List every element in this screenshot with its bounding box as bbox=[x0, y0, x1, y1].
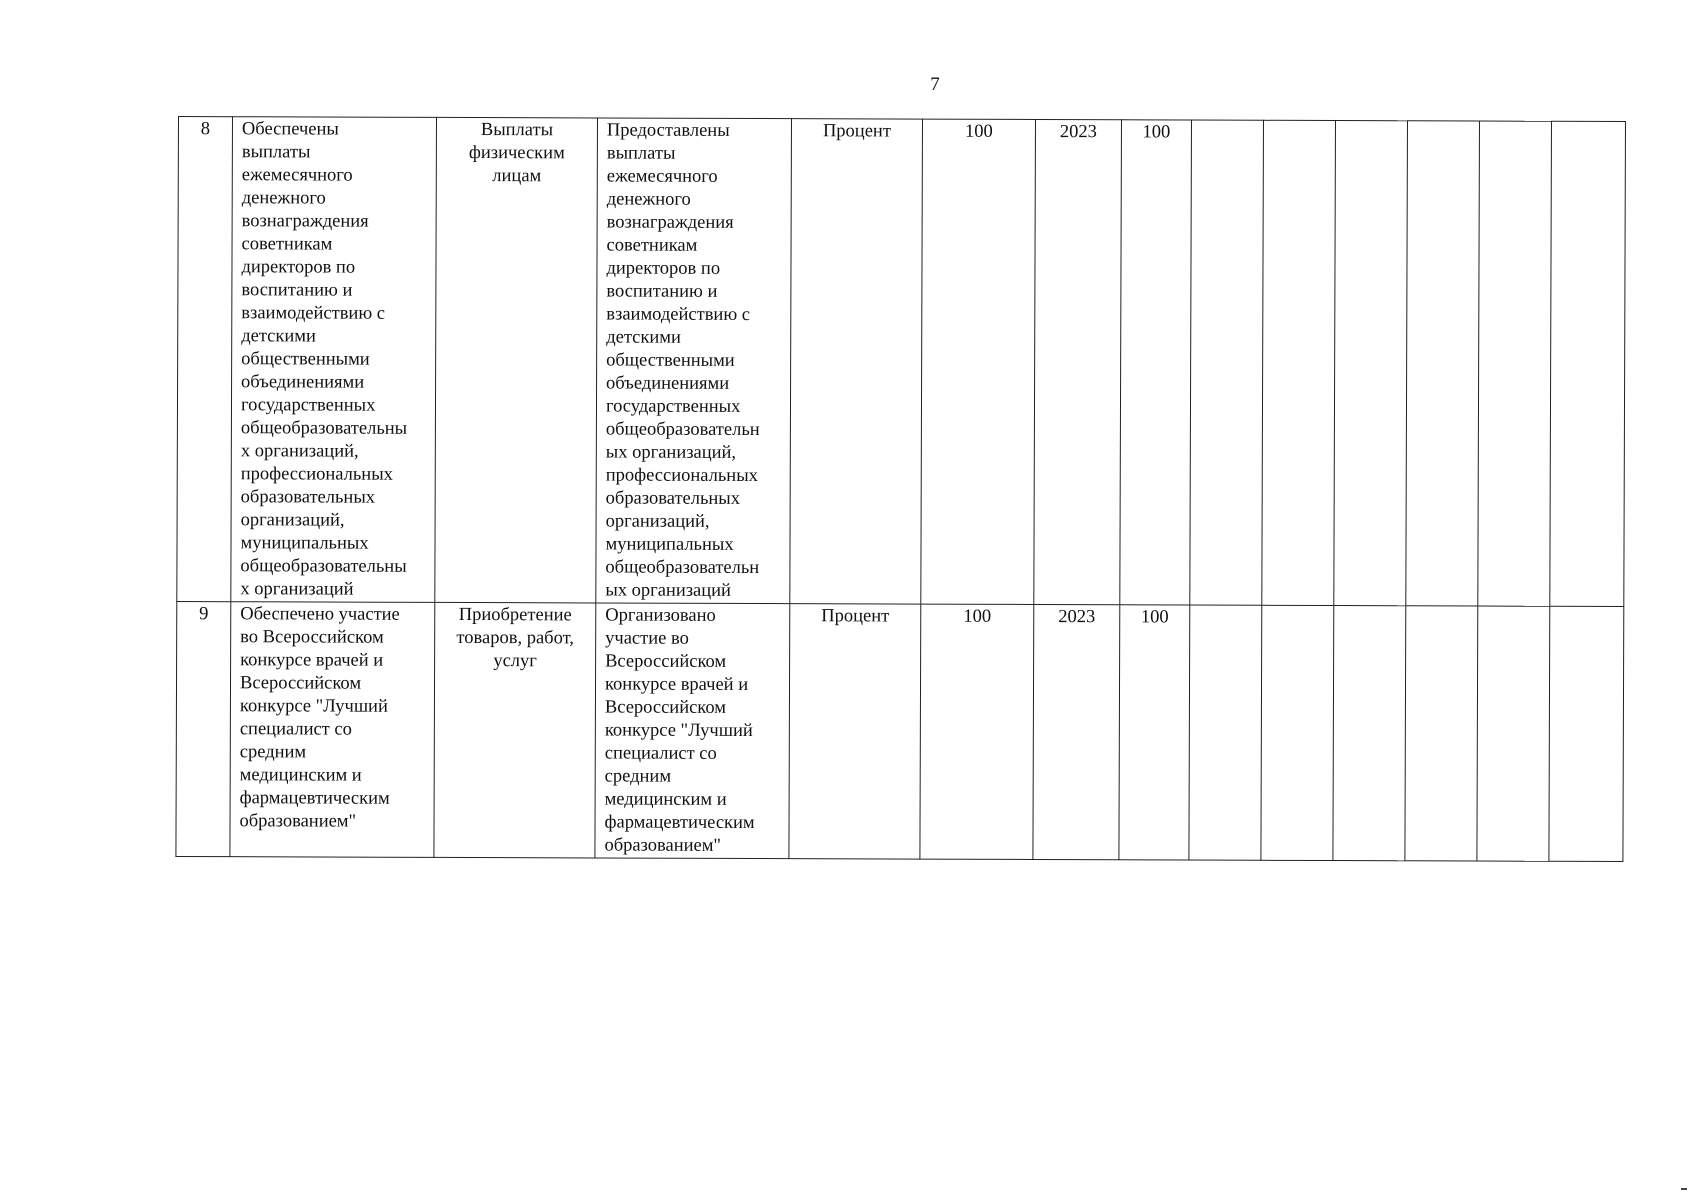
empty-cell bbox=[1549, 606, 1624, 861]
base-value-cell: 100 bbox=[920, 604, 1034, 859]
empty-cell bbox=[1334, 121, 1408, 606]
empty-cell bbox=[1190, 120, 1264, 605]
empty-cell bbox=[1477, 606, 1550, 861]
target-value-cell: 100 bbox=[1120, 120, 1192, 605]
empty-cell bbox=[1261, 605, 1334, 860]
result-description-cell: Организовано участие во Всероссийском конкурсе врачей и Всероссийском конкурсе "Лучший специалист со средним медицинским и фармацевтическим образованием" bbox=[595, 603, 790, 859]
row-number-cell: 9 bbox=[176, 601, 231, 856]
base-year-cell: 2023 bbox=[1033, 604, 1120, 859]
target-value-cell: 100 bbox=[1119, 605, 1190, 860]
result-description-cell: Предоставлены выплаты ежемесячного денежного вознаграждения советникам директоров по воспитанию и взаимодействию с детскими общественными объединениями государственных общеобразовательн ых организаций, профессиональных образовательных организаций, муниципальных общеобразовательн ых организаций bbox=[596, 118, 792, 604]
scan-mark bbox=[1681, 1188, 1687, 1190]
row-number-cell: 8 bbox=[177, 117, 233, 602]
result-type-cell: Выплаты физическим лицам bbox=[435, 117, 598, 603]
empty-cell bbox=[1406, 121, 1480, 606]
table-row bbox=[176, 601, 1624, 861]
unit-cell: Процент bbox=[789, 604, 921, 859]
empty-cell bbox=[1262, 120, 1336, 605]
empty-cell bbox=[1333, 606, 1406, 861]
result-name-cell: Обеспечены выплаты ежемесячного денежного вознаграждения советникам директоров по воспитанию и взаимодействию с детскими общественными объединениями государственных общеобразовательны х организаций, профессиональных образовательных организаций, муниципальных общеобразовательны х организаций bbox=[231, 117, 437, 603]
unit-cell: Процент bbox=[790, 119, 923, 604]
empty-cell bbox=[1550, 121, 1626, 606]
empty-cell bbox=[1478, 121, 1552, 606]
empty-cell bbox=[1405, 606, 1478, 861]
base-value-cell: 100 bbox=[921, 119, 1036, 604]
base-year-cell: 2023 bbox=[1034, 119, 1122, 604]
results-table bbox=[175, 116, 1626, 862]
empty-cell bbox=[1189, 605, 1262, 860]
result-type-cell: Приобретение товаров, работ, услуг bbox=[434, 602, 596, 858]
page-number: 7 bbox=[930, 74, 940, 95]
table-row bbox=[177, 117, 1626, 607]
result-name-cell: Обеспечено участие во Всероссийском конкурсе врачей и Всероссийском конкурсе "Лучший специалист со средним медицинским и фармацевтическим образованием" bbox=[230, 602, 435, 858]
